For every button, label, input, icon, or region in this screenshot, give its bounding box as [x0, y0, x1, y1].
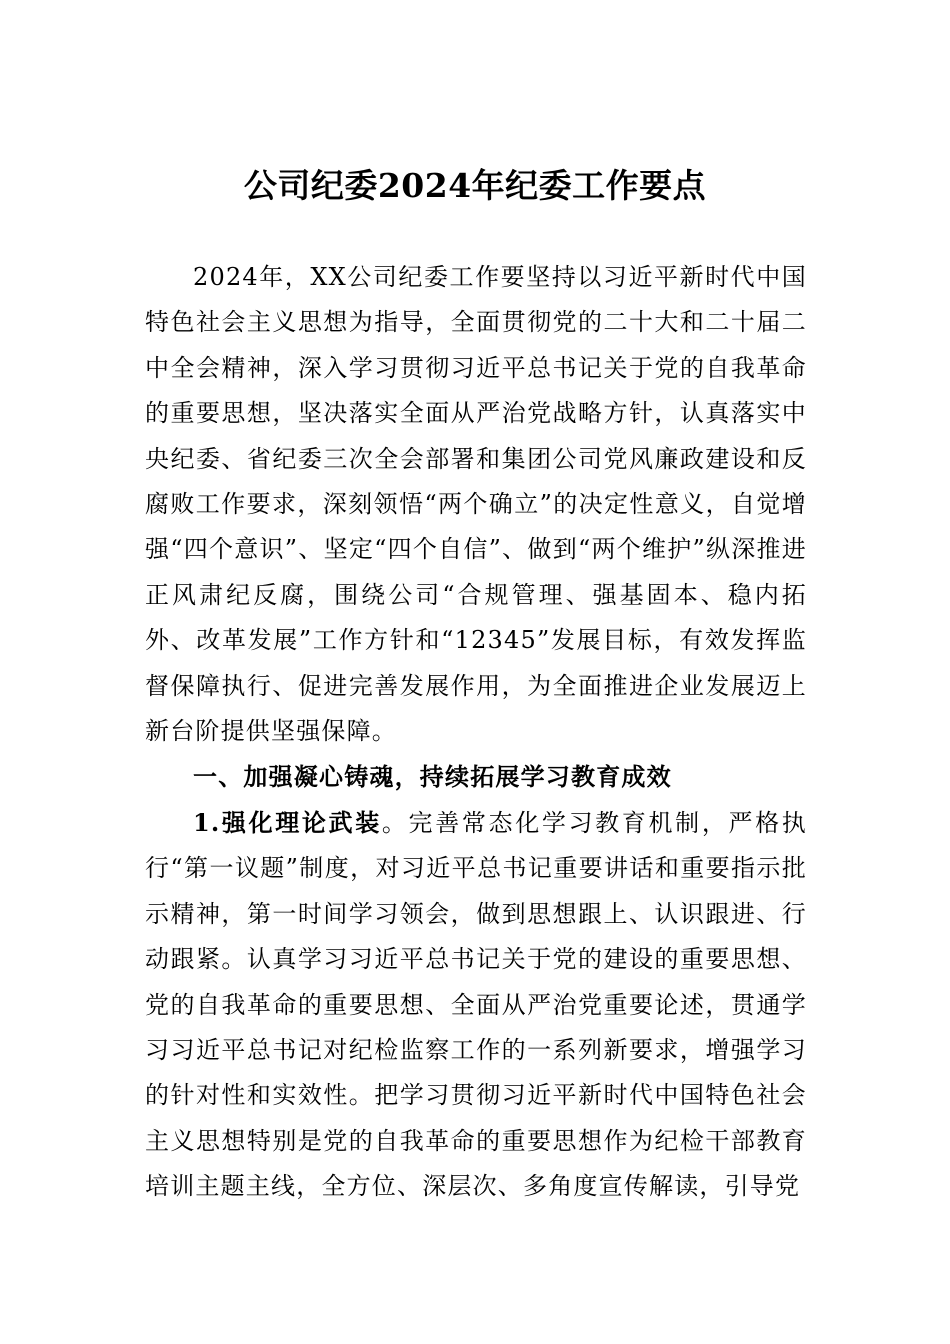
document-body — [145, 255, 807, 1210]
document-title: 公司纪委2024年纪委工作要点 — [243, 166, 707, 205]
item-lead: 1.强化理论武装 — [193, 807, 382, 837]
item-text: 。完善常态化学习教育机制，严格执行“第一议题”制度，对习近平总书记重要讲话和重要指示批示精神，第一时间学习领会，做到思想跟上、认识跟进、行动跟紧。认真学习习近平总书记关于党的建设的重要思想、党的自我革命的重要思想、全面从严治党重要论述，贯通学习习近平总书记对纪检监察工作的一系列新要求，增强学习的针对性和实效性。把学习贯彻习近平新时代中国特色社会主义思想特别是党的自我革命的重要思想作为纪检干部教育培训主题主线，全方位、深层次、多角度宣传解读，引导党 — [145, 808, 808, 1201]
item-paragraph — [145, 800, 807, 1210]
intro-paragraph: 2024年，XX公司纪委工作要坚持以习近平新时代中国特色社会主义思想为指导，全面贯彻党的二十大和二十届二中全会精神，深入学习贯彻习近平总书记关于党的自我革命的重要思想，坚决落实全面从严治党战略方针，认真落实中央纪委、省纪委三次全会部署和集团公司党风廉政建设和反腐败工作要求，深刻领悟“两个确立”的决定性意义，自觉增强“四个意识”、坚定“四个自信”、做到“两个维护”纵深推进正风肃纪反腐，围绕公司“合规管理、强基固本、稳内拓外、改革发展”工作方针和“12345”发展目标，有效发挥监督保障执行、促进完善发展作用，为全面推进企业发展迈上新台阶提供坚强保障。 — [145, 263, 807, 746]
section-heading: 一、加强凝心铸魂，持续拓展学习教育成效 — [193, 762, 672, 792]
